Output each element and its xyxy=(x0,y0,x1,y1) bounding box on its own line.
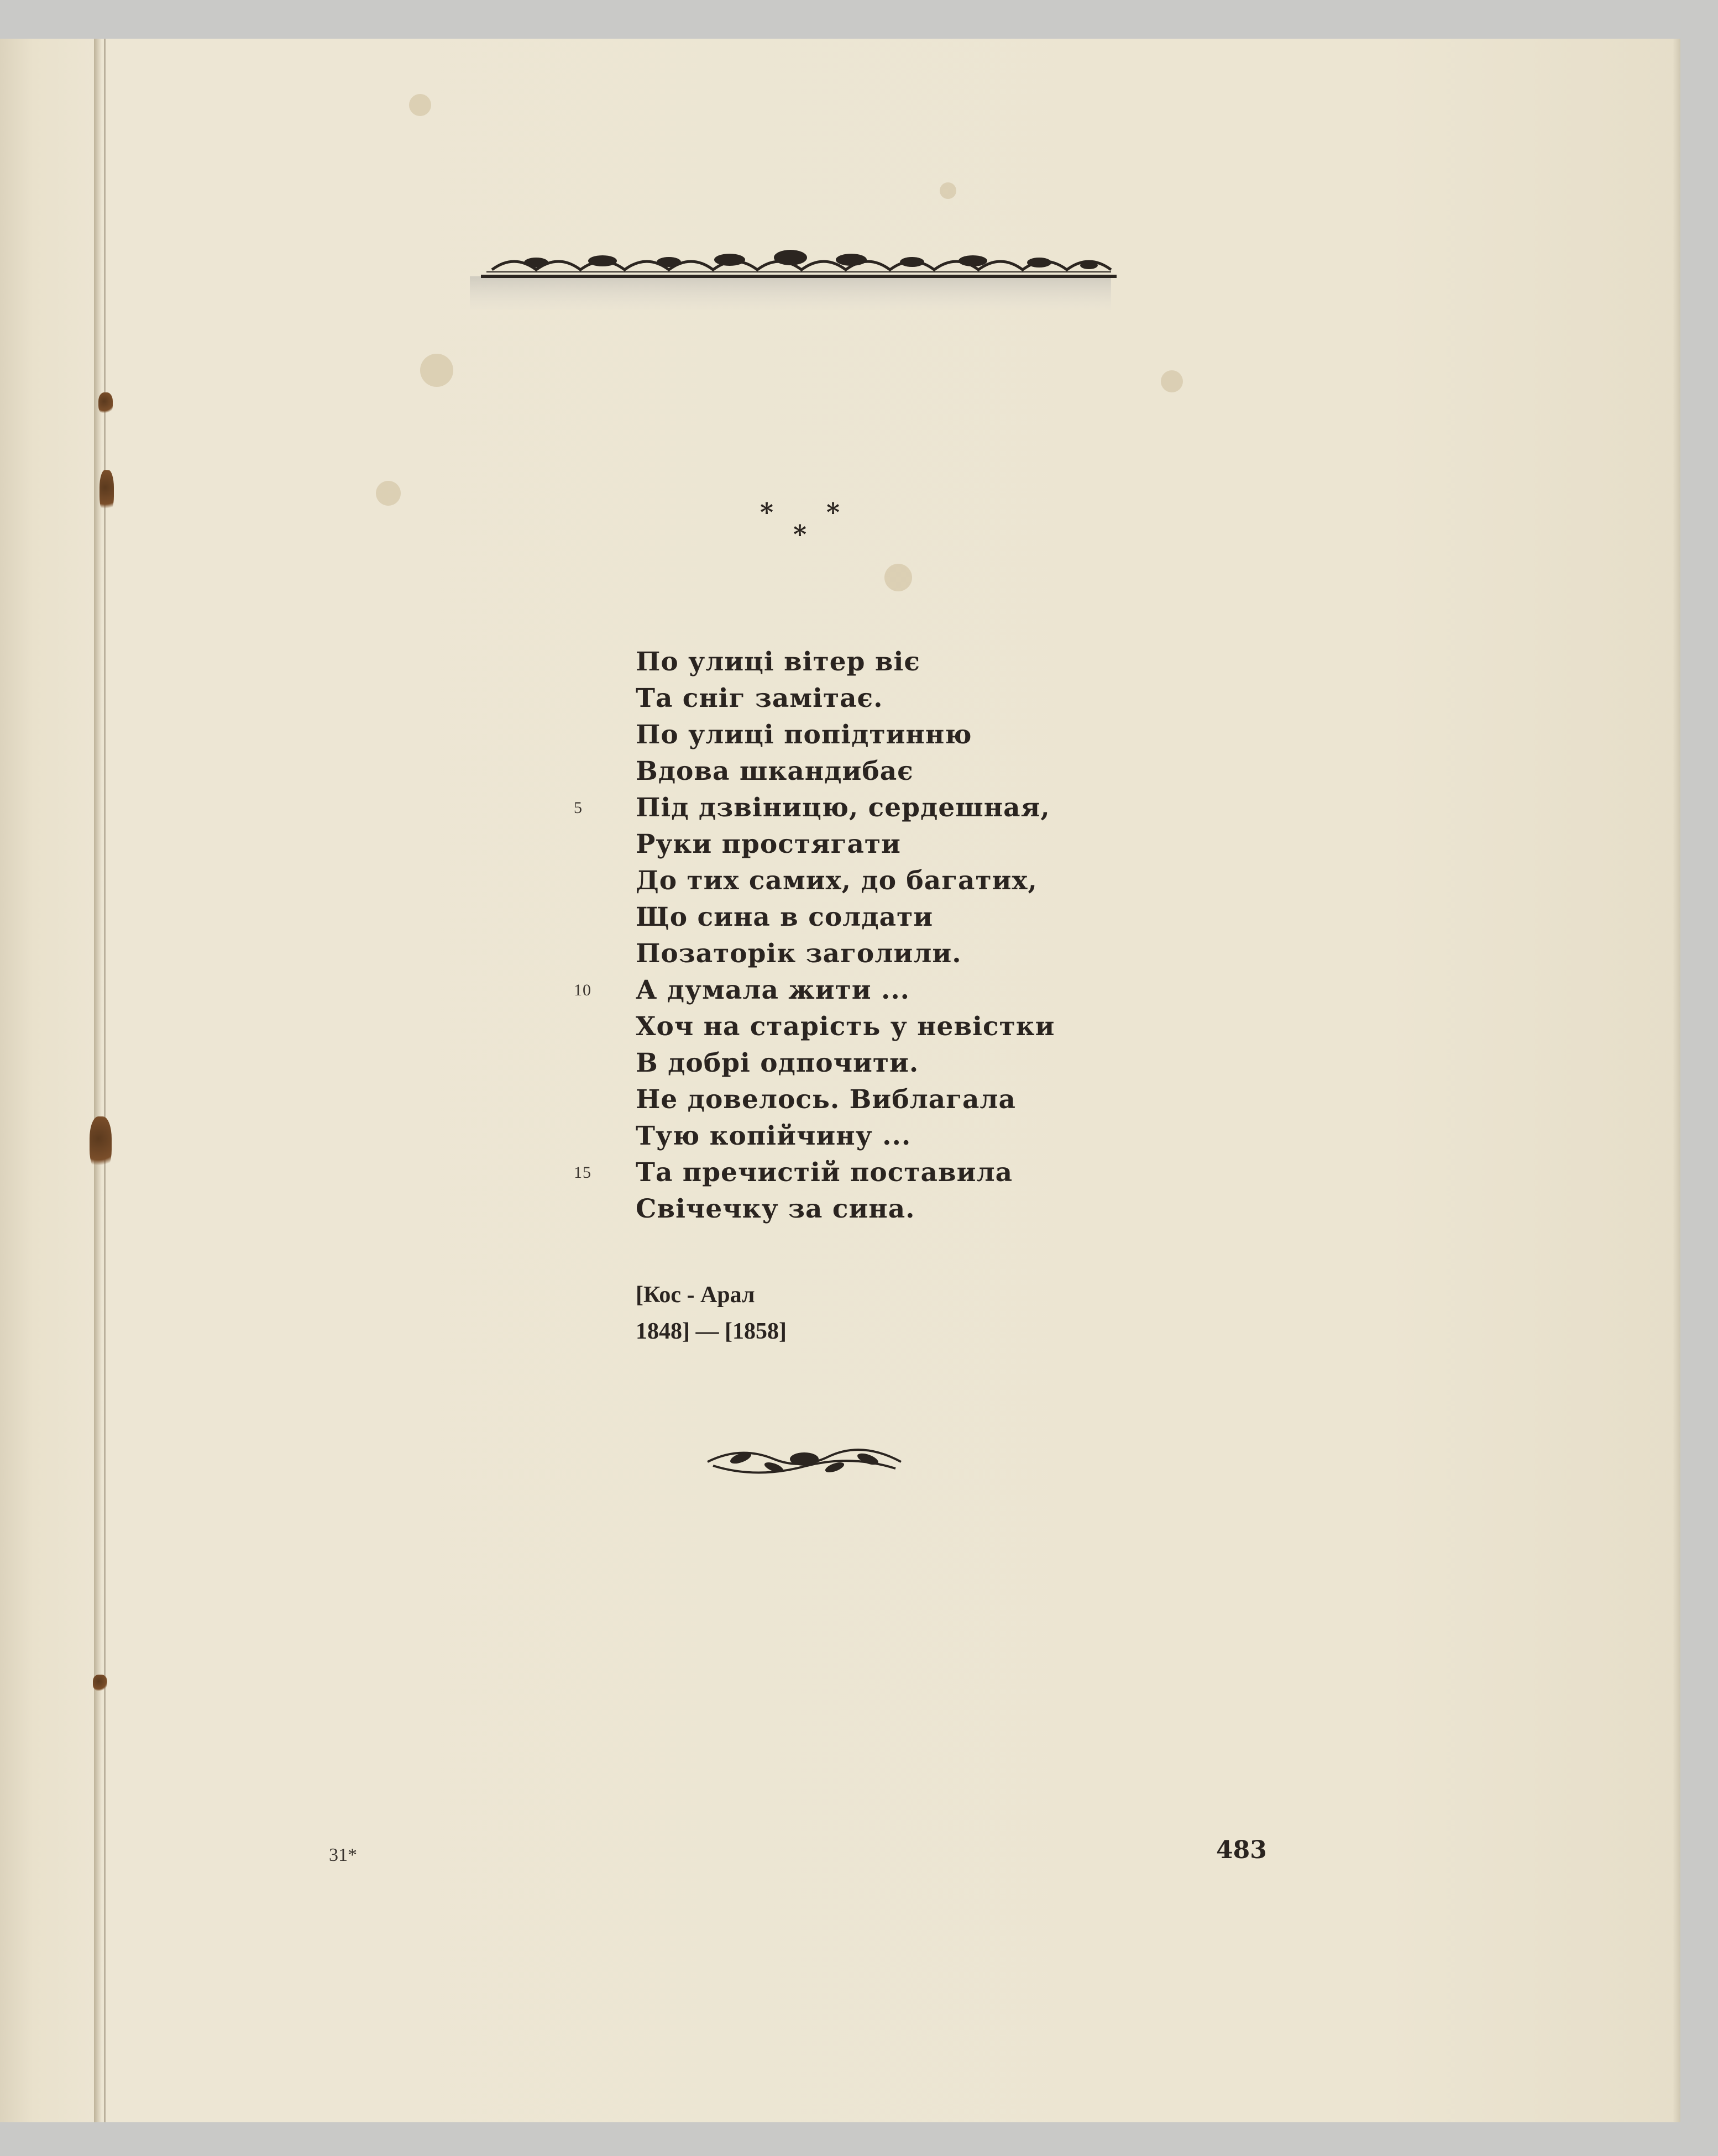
poem-line xyxy=(636,1191,1055,1227)
poem-line-text: А думала жити ... xyxy=(636,975,910,1005)
tailpiece-ornament xyxy=(702,1437,907,1487)
binding-rust-mark xyxy=(98,392,113,415)
page-gutter-line xyxy=(104,39,106,2122)
paper-stain xyxy=(884,564,912,591)
poem-line xyxy=(636,1118,1055,1155)
poem-line xyxy=(636,899,1055,936)
paper-stain xyxy=(1161,370,1183,392)
poem-line-text: Що сина в солдати xyxy=(636,902,934,932)
paper-stain xyxy=(940,182,956,199)
binding-rust-mark xyxy=(99,470,114,514)
poem-line xyxy=(636,1045,1055,1082)
poem-line-text: По улиці попідтинню xyxy=(636,720,972,750)
poem-line xyxy=(636,863,1055,899)
poem-line xyxy=(636,826,1055,863)
poem-line xyxy=(574,1155,1055,1191)
poem-line xyxy=(574,790,1055,826)
poem-dateline xyxy=(636,1277,787,1350)
dateline-years: 1848] — [1858] xyxy=(636,1319,787,1344)
dateline-place: [Кос - Арал xyxy=(636,1282,755,1308)
poem-line xyxy=(636,717,1055,753)
asterism-star: * xyxy=(760,497,774,527)
poem-line xyxy=(574,972,1055,1009)
line-number: 15 xyxy=(574,1163,591,1182)
poem-line-text: Позаторік заголили. xyxy=(636,938,962,969)
poem-line-text: Тую копійчину ... xyxy=(636,1121,912,1151)
line-number: 5 xyxy=(574,799,583,817)
binding-rust-mark xyxy=(93,1675,107,1691)
page-right-edge xyxy=(1673,39,1680,2122)
poem-line-text: По улиці вітер віє xyxy=(636,647,921,677)
poem-line xyxy=(636,936,1055,972)
line-number: 10 xyxy=(574,981,591,999)
poem-line-text: Вдова шкандибає xyxy=(636,756,914,786)
poem-text xyxy=(574,644,1055,1227)
poem-line xyxy=(636,680,1055,717)
book-page xyxy=(0,39,1680,2122)
poem-line-text: До тих самих, до багатих, xyxy=(636,865,1038,896)
poem-line-text: Руки простягати xyxy=(636,829,901,859)
poem-line-text: Свічечку за сина. xyxy=(636,1194,915,1224)
poem-line-text: Та пречистій поставила xyxy=(636,1157,1013,1188)
poem-line-text: Не довелось. Виблагала xyxy=(636,1084,1017,1115)
poem-line xyxy=(636,1082,1055,1118)
poem-line-text: Та сніг замітає. xyxy=(636,683,883,714)
poem-line xyxy=(636,644,1055,680)
page-gutter-shadow xyxy=(94,39,102,2122)
printer-signature-mark: 31* xyxy=(329,1845,357,1865)
asterism-star: * xyxy=(826,497,840,527)
poem-line-text: Під дзвіницю, сердешная, xyxy=(636,793,1050,823)
asterism xyxy=(755,497,854,558)
asterism-star: * xyxy=(793,520,807,549)
poem-line xyxy=(636,1009,1055,1045)
page-number: 483 xyxy=(1216,1836,1267,1864)
headpiece-ornament xyxy=(470,238,1122,326)
paper-stain xyxy=(420,354,453,387)
paper-stain xyxy=(409,94,431,116)
poem-line-text: Хоч на старість у невістки xyxy=(636,1011,1055,1042)
binding-rust-mark xyxy=(90,1116,112,1172)
poem-line-text: В добрі одпочити. xyxy=(636,1048,919,1078)
paper-stain xyxy=(376,481,401,506)
poem-line xyxy=(636,753,1055,790)
